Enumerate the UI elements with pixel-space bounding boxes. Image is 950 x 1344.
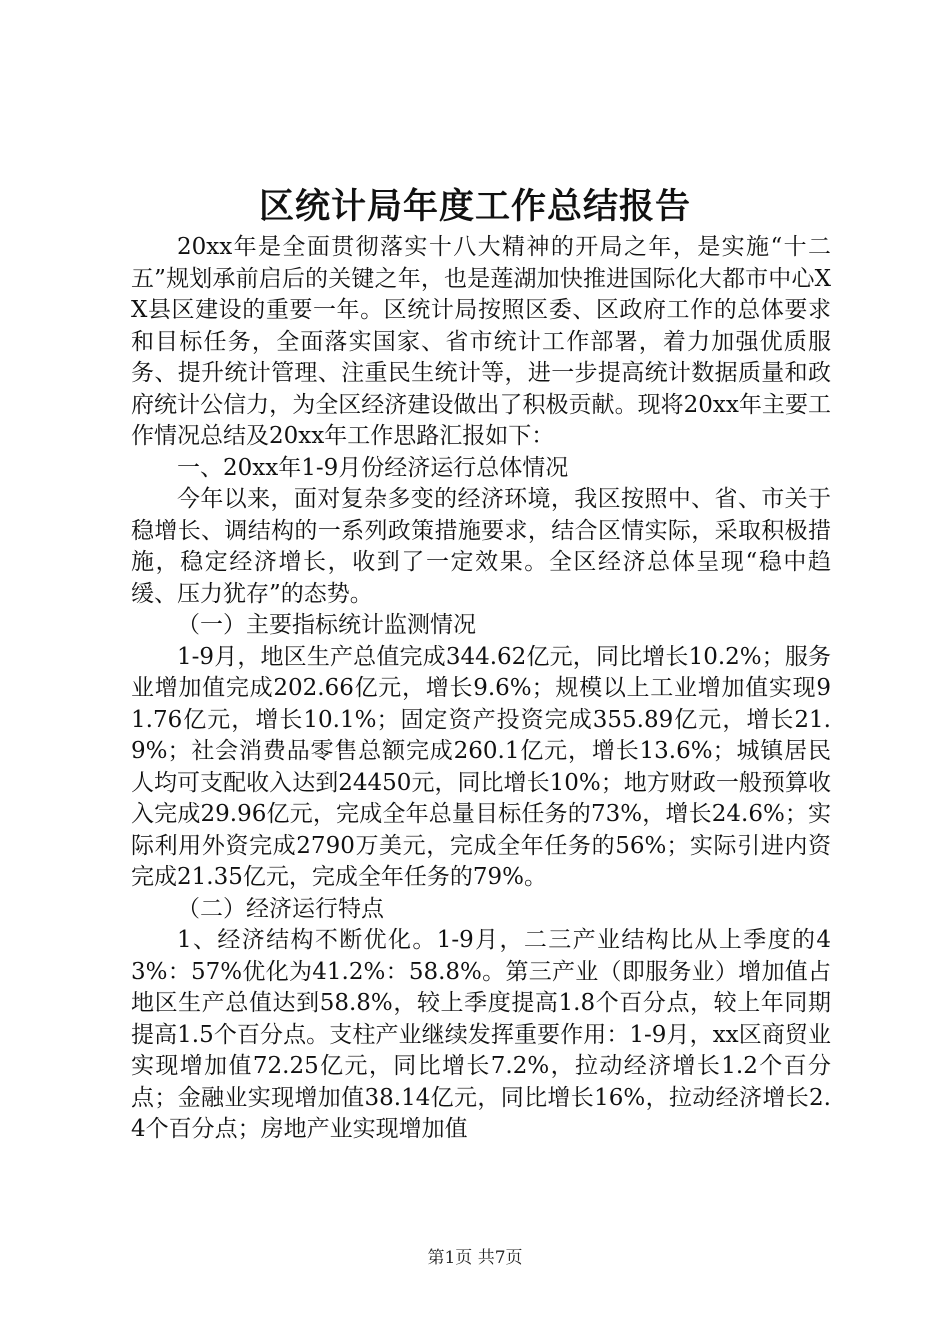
subsection-heading-2: （二）经济运行特点 (177, 895, 384, 922)
document-body (131, 232, 831, 1146)
document-title: 区统计局年度工作总结报告 (258, 186, 691, 227)
structure-paragraph: 1、经济结构不断优化。1-9月，二三产业结构比从上季度的43%：57%优化为41.2%：58.8%。第三产业（即服务业）增加值占地区生产总值达到58.8%，较上季度提高1.8个百分点，较上年同期提高1.5个百分点。支柱产业继续发挥重要作用：1-9月，xx区商贸业实现增加值72.25亿元，同比增长7.2%，拉动经济增长1.2个百分点；金融业实现增加值38.14亿元，同比增长16%，拉动经济增长2.4个百分点；房地产业实现增加值 (131, 927, 831, 1142)
section-heading-1: 一、20xx年1-9月份经济运行总体情况 (177, 454, 569, 481)
overview-paragraph: 今年以来，面对复杂多变的经济环境，我区按照中、省、市关于稳增长、调结构的一系列政策措施要求，结合区情实际，采取积极措施，稳定经济增长，收到了一定效果。全区经济总体呈现“稳中趋缓、压力犹存”的态势。 (131, 486, 831, 607)
page-number-footer: 第1页 共7页 (427, 1248, 523, 1268)
indicators-paragraph: 1-9月，地区生产总值完成344.62亿元，同比增长10.2%；服务业增加值完成202.66亿元，增长9.6%；规模以上工业增加值实现91.76亿元，增长10.1%；固定资产投资完成355.89亿元，增长21.9%；社会消费品零售总额完成260.1亿元，增长13.6%；城镇居民人均可支配收入达到24450元，同比增长10%；地方财政一般预算收入完成29.96亿元，完成全年总量目标任务的73%，增长24.6%；实际利用外资完成2790万美元，完成全年任务的56%；实际引进内资完成21.35亿元，完成全年任务的79%。 (131, 643, 831, 890)
intro-paragraph: 20xx年是全面贯彻落实十八大精神的开局之年，是实施“十二五”规划承前启后的关键之年，也是莲湖加快推进国际化大都市中心XX县区建设的重要一年。区统计局按照区委、区政府工作的总体要求和目标任务，全面落实国家、省市统计工作部署，着力加强优质服务、提升统计管理、注重民生统计等，进一步提高统计数据质量和政府统计公信力，为全区经济建设做出了积极贡献。现将20xx年主要工作情况总结及20xx年工作思路汇报如下： (131, 234, 831, 449)
subsection-heading-1: （一）主要指标统计监测情况 (177, 612, 476, 638)
